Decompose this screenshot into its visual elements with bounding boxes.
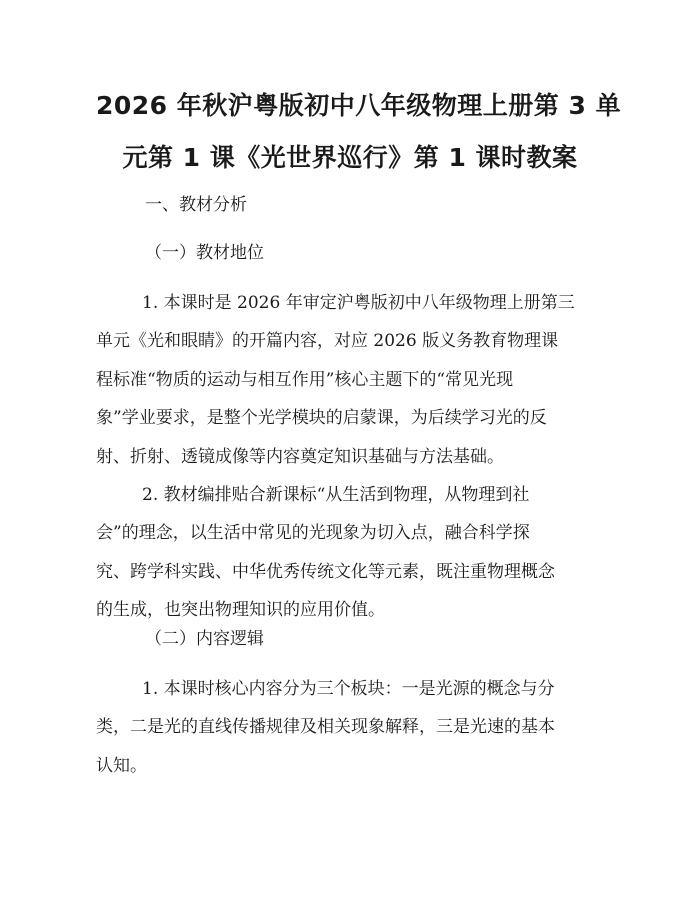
paragraph-line: 的生成，也突出物理知识的应用价值。 <box>96 600 385 621</box>
paragraph-line: 1. 本课时核心内容分为三个板块：一是光源的概念与分 <box>142 679 555 699</box>
paragraph-line: 程标准“物质的运动与相互作用”核心主题下的“常见光现 <box>96 369 514 390</box>
paragraph-line: 类，二是光的直线传播规律及相关现象解释，三是光速的基本 <box>96 717 555 738</box>
subsection-heading-content-logic: （二）内容逻辑 <box>145 629 264 649</box>
section-heading-textbook-analysis: 一、教材分析 <box>145 195 247 215</box>
paragraph-3 <box>96 670 616 785</box>
subsection-heading-textbook-status: （一）教材地位 <box>145 243 264 263</box>
paragraph-line: 1. 本课时是 2026 年审定沪粤版初中八年级物理上册第三 <box>142 293 575 313</box>
title-line: 2026 年秋沪粤版初中八年级物理上册第 3 单 <box>96 91 622 120</box>
paragraph-line: 认知。 <box>96 755 147 776</box>
paragraph-line: 究、跨学科实践、中华优秀传统文化等元素，既注重物理概念 <box>96 561 555 582</box>
paragraph-line: 会”的理念，以生活中常见的光现象为切入点，融合科学探 <box>96 523 530 544</box>
paragraph-2 <box>96 476 616 630</box>
paragraph-line: 射、折射、透镜成像等内容奠定知识基础与方法基础。 <box>96 446 504 467</box>
paragraph-1 <box>96 284 616 476</box>
paragraph-line: 2. 教材编排贴合新课标“从生活到物理，从物理到社 <box>142 485 530 505</box>
paragraph-line: 单元《光和眼睛》的开篇内容，对应 2026 版义务教育物理课 <box>96 331 559 352</box>
paragraph-line: 象”学业要求，是整个光学模块的启蒙课，为后续学习光的反 <box>96 408 547 429</box>
document-title <box>96 80 622 184</box>
title-line: 元第 1 课《光世界巡行》第 1 课时教案 <box>122 143 578 172</box>
